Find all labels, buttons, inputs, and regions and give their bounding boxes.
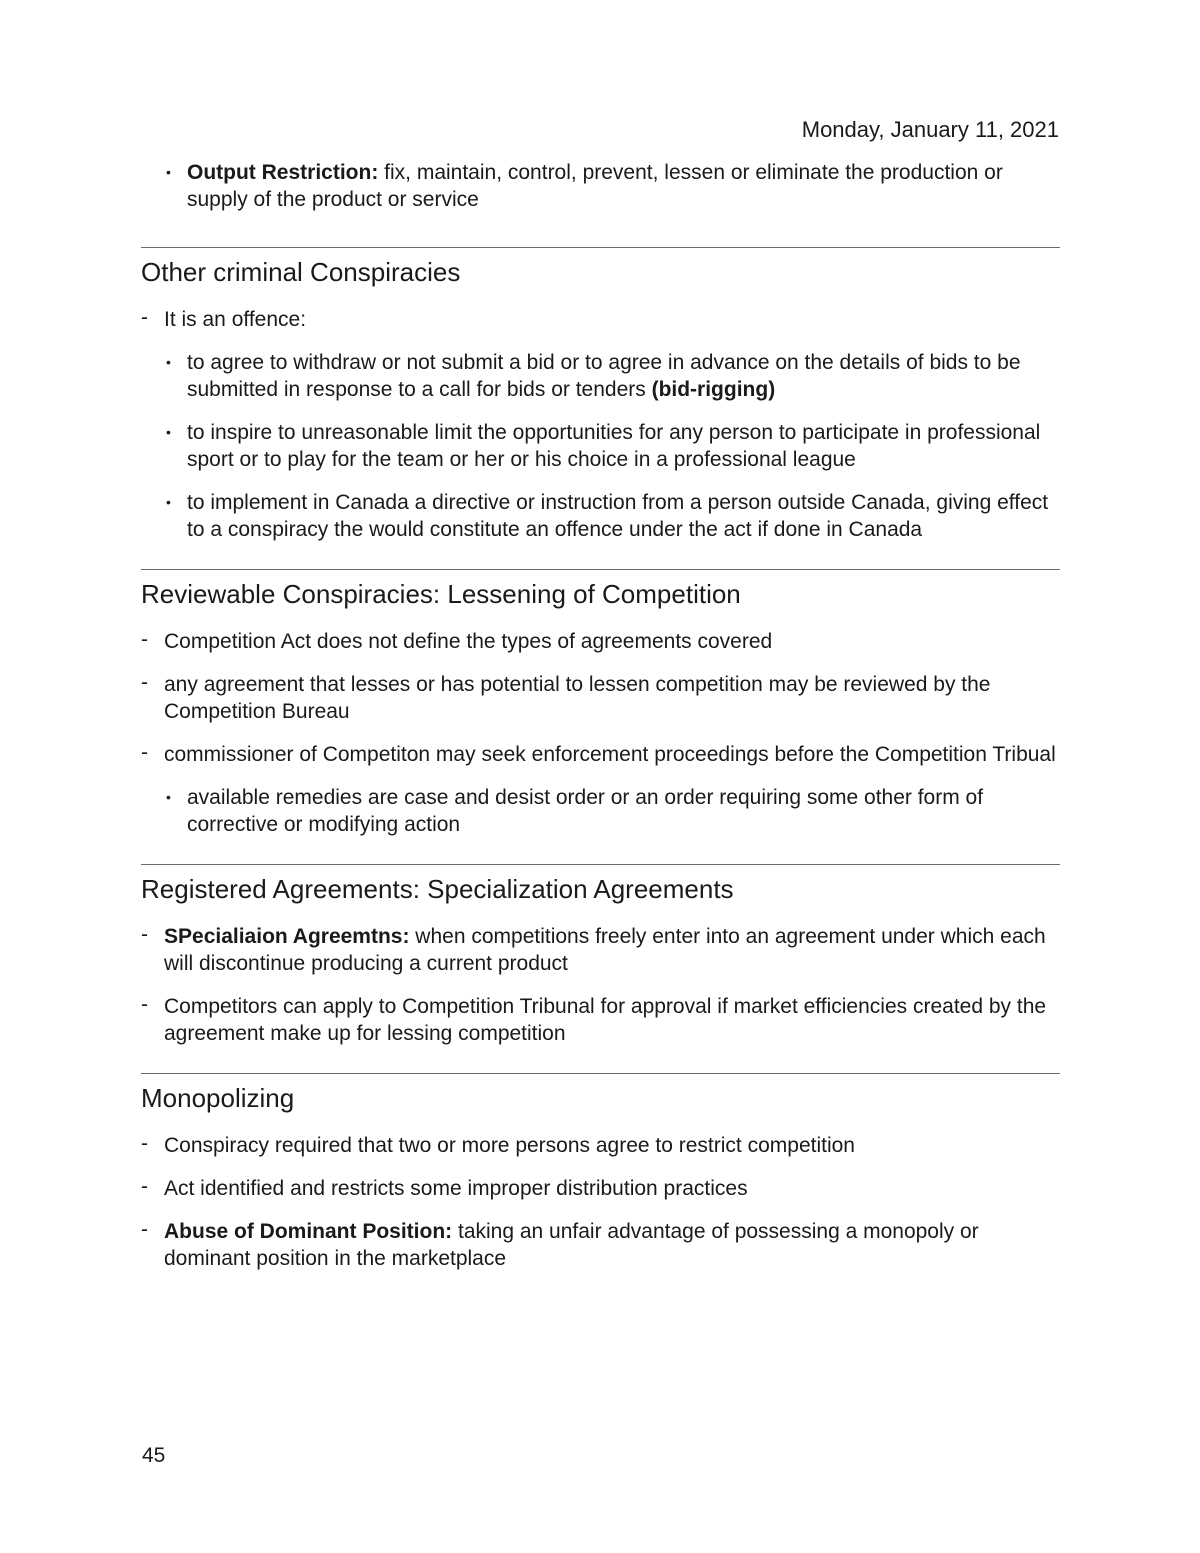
- dash-marker: -: [141, 1218, 148, 1241]
- list-item-text: Act identified and restricts some improper distribution practices: [164, 1177, 748, 1200]
- list-item: [141, 349, 1060, 403]
- list-item-text: to implement in Canada a directive or instruction from a person outside Canada, giving effect to a conspiracy the would constitute an offence under the act if done in Canada: [187, 491, 1049, 541]
- dash-marker: -: [141, 741, 148, 764]
- term-label: SPecialiaion Agreemtns:: [164, 925, 410, 948]
- section-other-criminal-conspiracies: [141, 247, 1060, 543]
- list-item-text: any agreement that lesses or has potential to lessen competition may be reviewed by the Competition Bureau: [164, 673, 991, 723]
- section-heading: Monopolizing: [141, 1083, 295, 1113]
- dash-marker: -: [141, 306, 148, 329]
- list-item: [141, 1175, 1060, 1202]
- list-item: [141, 306, 1060, 333]
- section-heading: Reviewable Conspiracies: Lessening of Competition: [141, 579, 741, 609]
- list-item-text: Competitors can apply to Competition Tribunal for approval if market efficiencies created by the agreement make up for lessing competition: [164, 995, 1047, 1045]
- bullet-marker: •: [166, 789, 171, 805]
- list-item: [141, 1132, 1060, 1159]
- list-item: [141, 671, 1060, 725]
- term-definition: taking an unfair advantage of possessing a monopoly or dominant position in the marketplace: [164, 1220, 979, 1270]
- term-label: Output Restriction:: [187, 161, 379, 184]
- term-definition: when competitions freely enter into an agreement under which each will discontinue producing a current product: [164, 925, 1046, 975]
- section-reviewable-conspiracies: [141, 569, 1060, 838]
- section-heading: Other criminal Conspiracies: [141, 257, 461, 287]
- page-date: Monday, January 11, 2021: [801, 117, 1059, 142]
- list-item-text: Conspiracy required that two or more persons agree to restrict competition: [164, 1134, 855, 1157]
- dash-marker: -: [141, 1175, 148, 1198]
- term-label: (bid-rigging): [651, 378, 776, 401]
- list-item: [141, 489, 1060, 543]
- term-label: Abuse of Dominant Position:: [164, 1220, 453, 1243]
- bullet-marker: •: [166, 494, 171, 510]
- section-registered-agreements: [141, 864, 1060, 1047]
- list-item: [141, 1218, 1060, 1272]
- list-item-text: available remedies are case and desist order or an order requiring some other form of corrective or modifying action: [187, 786, 984, 836]
- list-item-text: to inspire to unreasonable limit the opportunities for any person to participate in professional sport or to play for the team or her or his choice in a professional league: [187, 421, 1041, 471]
- section-monopolizing: [141, 1073, 1060, 1272]
- bullet-marker: •: [166, 354, 171, 370]
- list-item-text: It is an offence:: [164, 308, 307, 331]
- dash-marker: -: [141, 628, 148, 651]
- list-item: [141, 784, 1060, 838]
- bullet-marker: •: [166, 424, 171, 440]
- list-item: [141, 741, 1060, 768]
- list-item-text: Competition Act does not define the types of agreements covered: [164, 630, 773, 653]
- page-content: [141, 159, 1060, 1272]
- list-item: [141, 159, 1060, 213]
- list-item: [141, 628, 1060, 655]
- section-heading: Registered Agreements: Specialization Agreements: [141, 874, 734, 904]
- list-item-text: to agree to withdraw or not submit a bid or to agree in advance on the details of bids to be submitted in response to a call for bids or tenders: [187, 351, 1021, 401]
- term-definition: fix, maintain, control, prevent, lessen or eliminate the production or supply of the product or service: [187, 161, 1003, 211]
- dash-marker: -: [141, 923, 148, 946]
- dash-marker: -: [141, 1132, 148, 1155]
- list-item: [141, 923, 1060, 977]
- list-item: [141, 419, 1060, 473]
- list-item-text: commissioner of Competiton may seek enforcement proceedings before the Competition Tribual: [164, 743, 1056, 766]
- bullet-marker: •: [166, 164, 171, 180]
- page-number: 45: [142, 1444, 166, 1467]
- list-item: [141, 993, 1060, 1047]
- dash-marker: -: [141, 993, 148, 1016]
- dash-marker: -: [141, 671, 148, 694]
